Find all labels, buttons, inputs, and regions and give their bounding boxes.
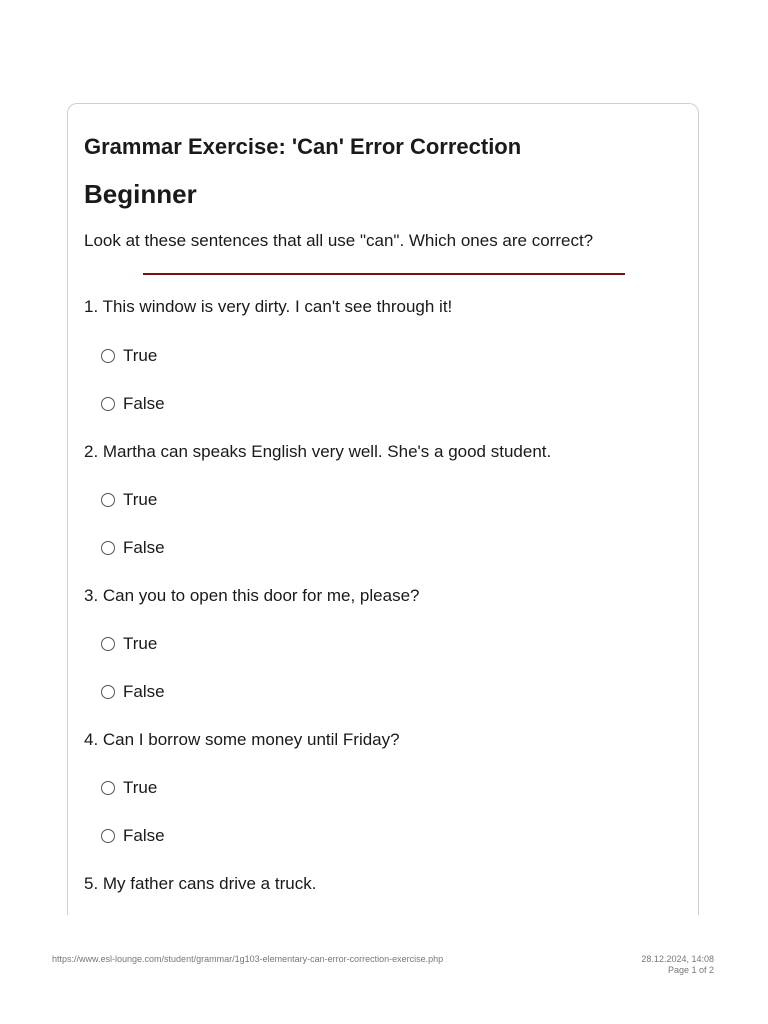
option-label: False [123, 394, 165, 413]
question-2-option-false[interactable] [101, 537, 165, 559]
question-4-option-true[interactable] [101, 777, 157, 799]
option-label: False [123, 826, 165, 845]
option-label: False [123, 682, 165, 701]
question-2-option-true[interactable] [101, 489, 157, 511]
option-label: True [123, 490, 158, 509]
radio-button-icon[interactable] [101, 637, 115, 651]
radio-button-icon[interactable] [101, 781, 115, 795]
question-5-text: 5. My father cans drive a truck. [84, 874, 317, 893]
option-label: True [123, 346, 158, 365]
radio-button-icon[interactable] [101, 397, 115, 411]
radio-button-icon[interactable] [101, 829, 115, 843]
footer-url: https://www.esl-lounge.com/student/grammar/1g103-elementary-can-error-correction-exercise.php [52, 954, 444, 964]
question-3-option-true[interactable] [101, 633, 157, 655]
radio-button-icon[interactable] [101, 685, 115, 699]
footer-page-number: Page 1 of 2 [667, 965, 714, 975]
footer-datetime: 28.12.2024, 14:08 [641, 954, 714, 964]
question-4-text: 4. Can I borrow some money until Friday? [84, 730, 400, 749]
level-heading: Beginner [84, 179, 197, 209]
exercise-title: Grammar Exercise: 'Can' Error Correction [84, 134, 522, 159]
question-1-option-false[interactable] [101, 393, 165, 415]
option-label: False [123, 538, 165, 557]
question-2-text: 2. Martha can speaks English very well. She's a good student. [84, 442, 552, 461]
radio-button-icon[interactable] [101, 493, 115, 507]
question-3-text: 3. Can you to open this door for me, please? [84, 586, 420, 605]
option-label: True [123, 778, 158, 797]
question-1-text: 1. This window is very dirty. I can't see through it! [84, 297, 453, 316]
question-1-option-true[interactable] [101, 345, 157, 367]
divider-line [143, 273, 625, 275]
radio-button-icon[interactable] [101, 541, 115, 555]
question-4-option-false[interactable] [101, 825, 165, 847]
exercise-card [67, 103, 699, 915]
option-label: True [123, 634, 158, 653]
question-3-option-false[interactable] [101, 681, 165, 703]
instructions-text: Look at these sentences that all use "can". Which ones are correct? [84, 231, 594, 250]
radio-button-icon[interactable] [101, 349, 115, 363]
